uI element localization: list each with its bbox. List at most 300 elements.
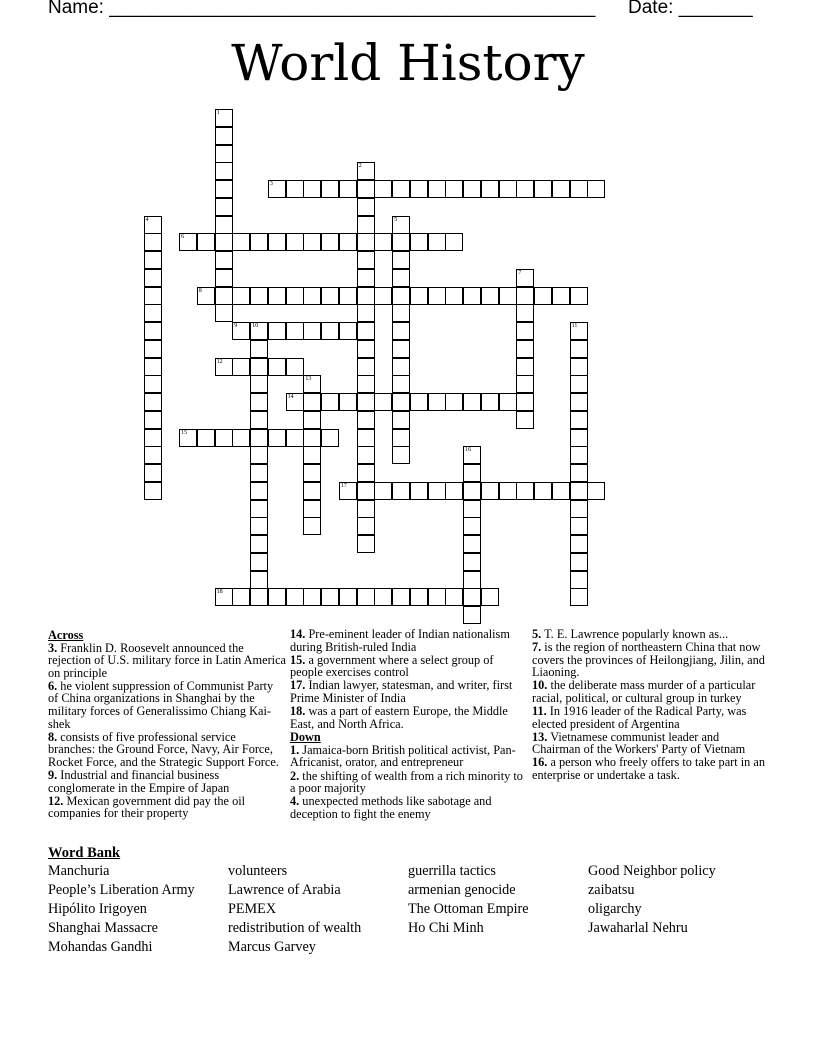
crossword-cell[interactable] xyxy=(339,393,357,411)
crossword-cell[interactable] xyxy=(250,411,268,429)
crossword-cell[interactable] xyxy=(357,251,375,269)
crossword-cell[interactable] xyxy=(463,287,481,305)
clue-text: consists of five professional service branches: the Ground Force, Navy, Air Force, Rocket Force, and the Strategic Support Force. xyxy=(48,729,279,769)
clue-text: a government where a select group of people exercises control xyxy=(290,652,494,680)
crossword-cell[interactable] xyxy=(570,482,588,500)
crossword-cell[interactable] xyxy=(587,180,605,198)
crossword-cell[interactable] xyxy=(570,340,588,358)
clue-item xyxy=(48,731,286,769)
crossword-cell[interactable] xyxy=(250,393,268,411)
clues-column-2 xyxy=(290,628,528,821)
clue-text: Vietnamese communist leader and Chairman of the Workers' Party of Vietnam xyxy=(532,729,746,757)
crossword-cell[interactable] xyxy=(215,127,233,145)
crossword-cell[interactable] xyxy=(268,358,286,376)
crossword-cell[interactable] xyxy=(232,233,250,251)
crossword-cell[interactable] xyxy=(570,322,588,340)
down-heading: Down xyxy=(290,730,321,745)
crossword-cell[interactable] xyxy=(570,287,588,305)
crossword-cell[interactable] xyxy=(144,233,162,251)
crossword-cell[interactable] xyxy=(481,588,499,606)
crossword-cell[interactable] xyxy=(587,482,605,500)
clue-number: 4 xyxy=(145,216,149,223)
crossword-cell[interactable] xyxy=(303,287,321,305)
crossword-cell[interactable] xyxy=(570,446,588,464)
crossword-cell[interactable] xyxy=(215,287,233,305)
crossword-cell[interactable] xyxy=(215,233,233,251)
crossword-cell[interactable] xyxy=(250,322,268,340)
clue-number: 3. xyxy=(48,640,58,655)
crossword-cell[interactable] xyxy=(303,375,321,393)
clue-number: 14. xyxy=(290,627,306,641)
crossword-cell[interactable] xyxy=(357,304,375,322)
clues-column-3 xyxy=(532,628,770,782)
crossword-cell[interactable] xyxy=(428,482,446,500)
crossword-cell[interactable] xyxy=(516,304,534,322)
crossword-cell[interactable] xyxy=(570,375,588,393)
crossword-cell[interactable] xyxy=(552,180,570,198)
crossword-cell[interactable] xyxy=(410,287,428,305)
crossword-cell[interactable] xyxy=(392,251,410,269)
crossword-cell[interactable] xyxy=(303,393,321,411)
crossword-cell[interactable] xyxy=(570,464,588,482)
crossword-cell[interactable] xyxy=(250,358,268,376)
crossword-cell[interactable] xyxy=(410,482,428,500)
crossword-cell[interactable] xyxy=(286,180,304,198)
crossword-cell[interactable] xyxy=(215,109,233,127)
crossword-cell[interactable] xyxy=(144,251,162,269)
crossword-cell[interactable] xyxy=(463,588,481,606)
crossword-cell[interactable] xyxy=(250,464,268,482)
crossword-cell[interactable] xyxy=(428,233,446,251)
clue-number: 6 xyxy=(181,234,185,241)
crossword-cell[interactable] xyxy=(215,269,233,287)
word-bank-item: Manchuria xyxy=(48,863,110,879)
crossword-cell[interactable] xyxy=(534,482,552,500)
crossword-cell[interactable] xyxy=(232,287,250,305)
down-clue-list-continued xyxy=(532,628,770,782)
clue-number: 11. xyxy=(532,704,547,719)
clue-number: 8 xyxy=(198,287,202,294)
crossword-cell[interactable] xyxy=(250,517,268,535)
clue-number: 16 xyxy=(465,447,472,454)
crossword-cell[interactable] xyxy=(392,233,410,251)
clue-text: Industrial and financial business conglomerate in the Empire of Japan xyxy=(48,768,230,795)
down-clue-list xyxy=(290,744,528,821)
crossword-cell[interactable] xyxy=(570,553,588,571)
crossword-cell[interactable] xyxy=(392,411,410,429)
crossword-cell[interactable] xyxy=(303,464,321,482)
clue-number: 17 xyxy=(340,482,347,489)
crossword-cell[interactable] xyxy=(339,482,357,500)
crossword-cell[interactable] xyxy=(303,411,321,429)
crossword-cell[interactable] xyxy=(286,233,304,251)
crossword-cell[interactable] xyxy=(357,446,375,464)
crossword-cell[interactable] xyxy=(268,429,286,447)
word-bank-column-2 xyxy=(228,862,361,957)
crossword-cell[interactable] xyxy=(463,393,481,411)
crossword-cell[interactable] xyxy=(516,287,534,305)
crossword-cell[interactable] xyxy=(570,429,588,447)
crossword-cell[interactable] xyxy=(392,482,410,500)
crossword-cell[interactable] xyxy=(516,393,534,411)
word-bank-item: Lawrence of Arabia xyxy=(228,882,341,898)
crossword-cell[interactable] xyxy=(570,535,588,553)
crossword-cell[interactable] xyxy=(392,304,410,322)
crossword-cell[interactable] xyxy=(463,464,481,482)
crossword-cell[interactable] xyxy=(250,535,268,553)
crossword-cell[interactable] xyxy=(516,358,534,376)
crossword-cell[interactable] xyxy=(445,233,463,251)
crossword-cell[interactable] xyxy=(321,588,339,606)
crossword-cell[interactable] xyxy=(321,393,339,411)
crossword-cell[interactable] xyxy=(303,429,321,447)
clue-text: he violent suppression of Communist Party of China organizations in Shanghai by the military forces of Generalissimo Chiang Kai-shek xyxy=(48,678,274,731)
crossword-cell[interactable] xyxy=(197,233,215,251)
crossword-cell[interactable] xyxy=(428,393,446,411)
crossword-cell[interactable] xyxy=(392,216,410,234)
clue-number: 8. xyxy=(48,729,58,744)
clue-number: 17. xyxy=(290,678,306,693)
crossword-cell[interactable] xyxy=(499,180,517,198)
word-bank-item: redistribution of wealth xyxy=(228,920,362,936)
clue-number: 12. xyxy=(48,793,64,808)
crossword-cell[interactable] xyxy=(445,180,463,198)
crossword-cell[interactable] xyxy=(357,233,375,251)
crossword-cell[interactable] xyxy=(250,446,268,464)
crossword-cell[interactable] xyxy=(232,429,250,447)
crossword-cell[interactable] xyxy=(516,269,534,287)
crossword-cell[interactable] xyxy=(215,358,233,376)
crossword-cell[interactable] xyxy=(321,180,339,198)
crossword-cell[interactable] xyxy=(570,180,588,198)
crossword-cell[interactable] xyxy=(463,553,481,571)
clue-item xyxy=(532,731,770,756)
crossword-cell[interactable] xyxy=(357,393,375,411)
clue-text: the deliberate mass murder of a particular racial, political, or cultural group in turkey xyxy=(532,678,756,705)
crossword-cell[interactable] xyxy=(215,588,233,606)
crossword-cell[interactable] xyxy=(445,287,463,305)
crossword-cell[interactable] xyxy=(516,375,534,393)
crossword-cell[interactable] xyxy=(215,180,233,198)
clue-item xyxy=(48,642,286,680)
clue-item xyxy=(48,769,286,794)
crossword-cell[interactable] xyxy=(303,588,321,606)
crossword-cell[interactable] xyxy=(232,358,250,376)
crossword-cell[interactable] xyxy=(303,446,321,464)
crossword-cell[interactable] xyxy=(144,482,162,500)
crossword-cell[interactable] xyxy=(445,482,463,500)
crossword-cell[interactable] xyxy=(215,145,233,163)
crossword-cell[interactable] xyxy=(410,393,428,411)
crossword-cell[interactable] xyxy=(392,393,410,411)
crossword-cell[interactable] xyxy=(303,500,321,518)
word-bank-column-3 xyxy=(408,862,529,938)
crossword-cell[interactable] xyxy=(144,411,162,429)
word-bank-item: Good Neighbor policy xyxy=(588,863,716,879)
word-bank-item: Mohandas Gandhi xyxy=(48,939,153,955)
crossword-cell[interactable] xyxy=(357,588,375,606)
crossword-cell[interactable] xyxy=(250,500,268,518)
crossword-cell[interactable] xyxy=(374,287,392,305)
crossword-cell[interactable] xyxy=(374,482,392,500)
crossword-cell[interactable] xyxy=(392,322,410,340)
crossword-cell[interactable] xyxy=(392,588,410,606)
crossword-cell[interactable] xyxy=(357,375,375,393)
word-bank-item: oligarchy xyxy=(588,901,642,917)
clue-text: is the region of northeastern China that now covers the provinces of Heilongjiang, Jilin, and Liaoning. xyxy=(532,640,765,680)
crossword-cell[interactable] xyxy=(339,287,357,305)
crossword-cell[interactable] xyxy=(357,411,375,429)
clue-number: 1. xyxy=(290,742,300,757)
crossword-cell[interactable] xyxy=(321,233,339,251)
crossword-cell[interactable] xyxy=(357,464,375,482)
crossword-cell[interactable] xyxy=(250,429,268,447)
clue-text: a person who freely offers to take part in an enterprise or undertake a task. xyxy=(532,755,765,783)
crossword-cell[interactable] xyxy=(534,287,552,305)
crossword-cell[interactable] xyxy=(197,429,215,447)
crossword-cell[interactable] xyxy=(481,482,499,500)
crossword-cell[interactable] xyxy=(250,571,268,589)
clue-text: T. E. Lawrence popularly known as... xyxy=(541,627,729,641)
crossword-cell[interactable] xyxy=(268,287,286,305)
crossword-cell[interactable] xyxy=(268,180,286,198)
crossword-cell[interactable] xyxy=(463,180,481,198)
clue-item xyxy=(290,679,528,704)
clue-item xyxy=(532,705,770,730)
crossword-cell[interactable] xyxy=(374,180,392,198)
crossword-cell[interactable] xyxy=(392,446,410,464)
crossword-cell[interactable] xyxy=(463,446,481,464)
crossword-cell[interactable] xyxy=(286,429,304,447)
clue-number: 15 xyxy=(181,429,188,436)
crossword-cell[interactable] xyxy=(463,517,481,535)
crossword-cell[interactable] xyxy=(268,588,286,606)
crossword-cell[interactable] xyxy=(357,482,375,500)
clue-text: Pre-eminent leader of Indian nationalism during British-ruled India xyxy=(290,627,510,654)
crossword-cell[interactable] xyxy=(286,393,304,411)
crossword-cell[interactable] xyxy=(552,287,570,305)
crossword-cell[interactable] xyxy=(570,411,588,429)
clue-item xyxy=(532,641,770,679)
crossword-cell[interactable] xyxy=(144,269,162,287)
clue-number: 14 xyxy=(287,394,294,400)
crossword-cell[interactable] xyxy=(499,393,517,411)
crossword-cell[interactable] xyxy=(410,588,428,606)
crossword-cell[interactable] xyxy=(357,322,375,340)
clue-text: the shifting of wealth from a rich minority to a poor majority xyxy=(290,768,523,796)
crossword-cell[interactable] xyxy=(286,358,304,376)
crossword-cell[interactable] xyxy=(339,180,357,198)
crossword-cell[interactable] xyxy=(516,322,534,340)
crossword-cell[interactable] xyxy=(570,588,588,606)
crossword-cell[interactable] xyxy=(516,180,534,198)
crossword-cell[interactable] xyxy=(303,322,321,340)
crossword-cell[interactable] xyxy=(516,340,534,358)
clue-text: Mexican government did pay the oil companies for their property xyxy=(48,793,246,821)
crossword-cell[interactable] xyxy=(570,517,588,535)
crossword-cell[interactable] xyxy=(321,322,339,340)
crossword-cell[interactable] xyxy=(144,375,162,393)
clue-item xyxy=(532,628,770,641)
clue-text: Franklin D. Roosevelt announced the rejection of U.S. military force in Latin America on principle xyxy=(48,640,286,680)
crossword-cell[interactable] xyxy=(357,517,375,535)
crossword-cell[interactable] xyxy=(552,482,570,500)
crossword-cell[interactable] xyxy=(321,429,339,447)
crossword-cell[interactable] xyxy=(374,233,392,251)
crossword-cell[interactable] xyxy=(250,482,268,500)
crossword-cell[interactable] xyxy=(232,588,250,606)
crossword-cell[interactable] xyxy=(357,269,375,287)
crossword-cell[interactable] xyxy=(339,233,357,251)
crossword-cell[interactable] xyxy=(570,393,588,411)
crossword-cell[interactable] xyxy=(144,304,162,322)
clue-number: 13. xyxy=(532,729,548,744)
word-bank-item: Jawaharlal Nehru xyxy=(588,920,688,936)
crossword-cell[interactable] xyxy=(339,588,357,606)
clue-number: 7. xyxy=(532,640,542,655)
crossword-cell[interactable] xyxy=(144,322,162,340)
crossword-cell[interactable] xyxy=(570,358,588,376)
crossword-cell[interactable] xyxy=(463,606,481,624)
crossword-cell[interactable] xyxy=(144,446,162,464)
crossword-cell[interactable] xyxy=(215,162,233,180)
clue-number: 4. xyxy=(290,794,300,809)
crossword-cell[interactable] xyxy=(392,269,410,287)
crossword-cell[interactable] xyxy=(250,375,268,393)
clues-column-1 xyxy=(48,628,286,820)
clue-number: 13 xyxy=(305,376,312,383)
crossword-cell[interactable] xyxy=(463,571,481,589)
crossword-cell[interactable] xyxy=(215,216,233,234)
crossword-cell[interactable] xyxy=(215,429,233,447)
crossword-cell[interactable] xyxy=(392,180,410,198)
crossword-cell[interactable] xyxy=(144,287,162,305)
crossword-cell[interactable] xyxy=(321,287,339,305)
crossword-cell[interactable] xyxy=(144,464,162,482)
crossword-cell[interactable] xyxy=(357,358,375,376)
crossword-cell[interactable] xyxy=(516,482,534,500)
crossword-cell[interactable] xyxy=(357,287,375,305)
clue-text: unexpected methods like sabotage and deception to fight the enemy xyxy=(290,794,492,821)
crossword-cell[interactable] xyxy=(179,429,197,447)
crossword-cell[interactable] xyxy=(357,535,375,553)
crossword-cell[interactable] xyxy=(463,482,481,500)
crossword-cell[interactable] xyxy=(392,287,410,305)
crossword-cell[interactable] xyxy=(463,500,481,518)
crossword-cell[interactable] xyxy=(374,393,392,411)
crossword-cell[interactable] xyxy=(144,216,162,234)
crossword-cell[interactable] xyxy=(215,198,233,216)
crossword-cell[interactable] xyxy=(357,162,375,180)
crossword-cell[interactable] xyxy=(144,358,162,376)
crossword-cell[interactable] xyxy=(250,233,268,251)
crossword-cell[interactable] xyxy=(410,233,428,251)
clue-item xyxy=(48,680,286,730)
crossword-cell[interactable] xyxy=(179,233,197,251)
word-bank-item: Hipólito Irigoyen xyxy=(48,901,147,917)
clue-number: 11 xyxy=(571,323,578,329)
crossword-cell[interactable] xyxy=(374,588,392,606)
crossword-cell[interactable] xyxy=(516,411,534,429)
crossword-cell[interactable] xyxy=(197,287,215,305)
crossword-cell[interactable] xyxy=(463,535,481,553)
crossword-cell[interactable] xyxy=(481,180,499,198)
crossword-cell[interactable] xyxy=(215,304,233,322)
crossword-cell[interactable] xyxy=(570,571,588,589)
crossword-cell[interactable] xyxy=(250,340,268,358)
crossword-cell[interactable] xyxy=(250,553,268,571)
clue-number: 5. xyxy=(532,627,542,641)
crossword-cell[interactable] xyxy=(534,180,552,198)
word-bank-title: Word Bank xyxy=(48,845,121,861)
crossword-cell[interactable] xyxy=(570,500,588,518)
crossword-cell[interactable] xyxy=(392,340,410,358)
crossword-cell[interactable] xyxy=(144,340,162,358)
crossword-cell[interactable] xyxy=(268,322,286,340)
word-bank-item: Ho Chi Minh xyxy=(408,920,484,936)
crossword-cell[interactable] xyxy=(410,180,428,198)
crossword-cell[interactable] xyxy=(339,322,357,340)
crossword-cell[interactable] xyxy=(481,393,499,411)
crossword-cell[interactable] xyxy=(392,358,410,376)
clue-item xyxy=(48,795,286,820)
crossword-cell[interactable] xyxy=(357,429,375,447)
date-field-label: Date: _______ xyxy=(628,0,753,18)
crossword-cell[interactable] xyxy=(303,482,321,500)
crossword-cell[interactable] xyxy=(232,322,250,340)
crossword-cell[interactable] xyxy=(215,251,233,269)
crossword-cell[interactable] xyxy=(250,588,268,606)
crossword-cell[interactable] xyxy=(428,180,446,198)
crossword-cell[interactable] xyxy=(428,287,446,305)
clue-number: 1 xyxy=(216,110,220,116)
crossword-cell[interactable] xyxy=(481,287,499,305)
crossword-cell[interactable] xyxy=(144,429,162,447)
crossword-cell[interactable] xyxy=(268,233,286,251)
crossword-cell[interactable] xyxy=(250,287,268,305)
clue-number: 7 xyxy=(518,269,522,276)
word-bank-item: Marcus Garvey xyxy=(228,939,316,955)
crossword-cell[interactable] xyxy=(357,198,375,216)
word-bank-item: zaibatsu xyxy=(588,882,635,898)
crossword-cell[interactable] xyxy=(445,588,463,606)
crossword-cell[interactable] xyxy=(392,375,410,393)
crossword-cell[interactable] xyxy=(357,340,375,358)
crossword-cell[interactable] xyxy=(499,287,517,305)
crossword-cell[interactable] xyxy=(303,517,321,535)
clue-number: 10 xyxy=(252,323,259,329)
crossword-cell[interactable] xyxy=(499,482,517,500)
crossword-cell[interactable] xyxy=(303,233,321,251)
crossword-cell[interactable] xyxy=(357,500,375,518)
crossword-cell[interactable] xyxy=(286,287,304,305)
crossword-cell[interactable] xyxy=(286,588,304,606)
crossword-cell[interactable] xyxy=(392,429,410,447)
clue-item xyxy=(532,679,770,704)
crossword-cell[interactable] xyxy=(428,588,446,606)
crossword-cell[interactable] xyxy=(286,322,304,340)
word-bank-item: guerrilla tactics xyxy=(408,863,496,879)
crossword-cell[interactable] xyxy=(445,393,463,411)
crossword-cell[interactable] xyxy=(144,393,162,411)
crossword-cell[interactable] xyxy=(357,180,375,198)
word-bank-column-4 xyxy=(588,862,716,938)
clue-item xyxy=(290,705,528,730)
clue-number: 9. xyxy=(48,768,58,783)
clue-number: 18 xyxy=(216,589,223,596)
crossword-cell[interactable] xyxy=(357,216,375,234)
crossword-cell[interactable] xyxy=(303,180,321,198)
